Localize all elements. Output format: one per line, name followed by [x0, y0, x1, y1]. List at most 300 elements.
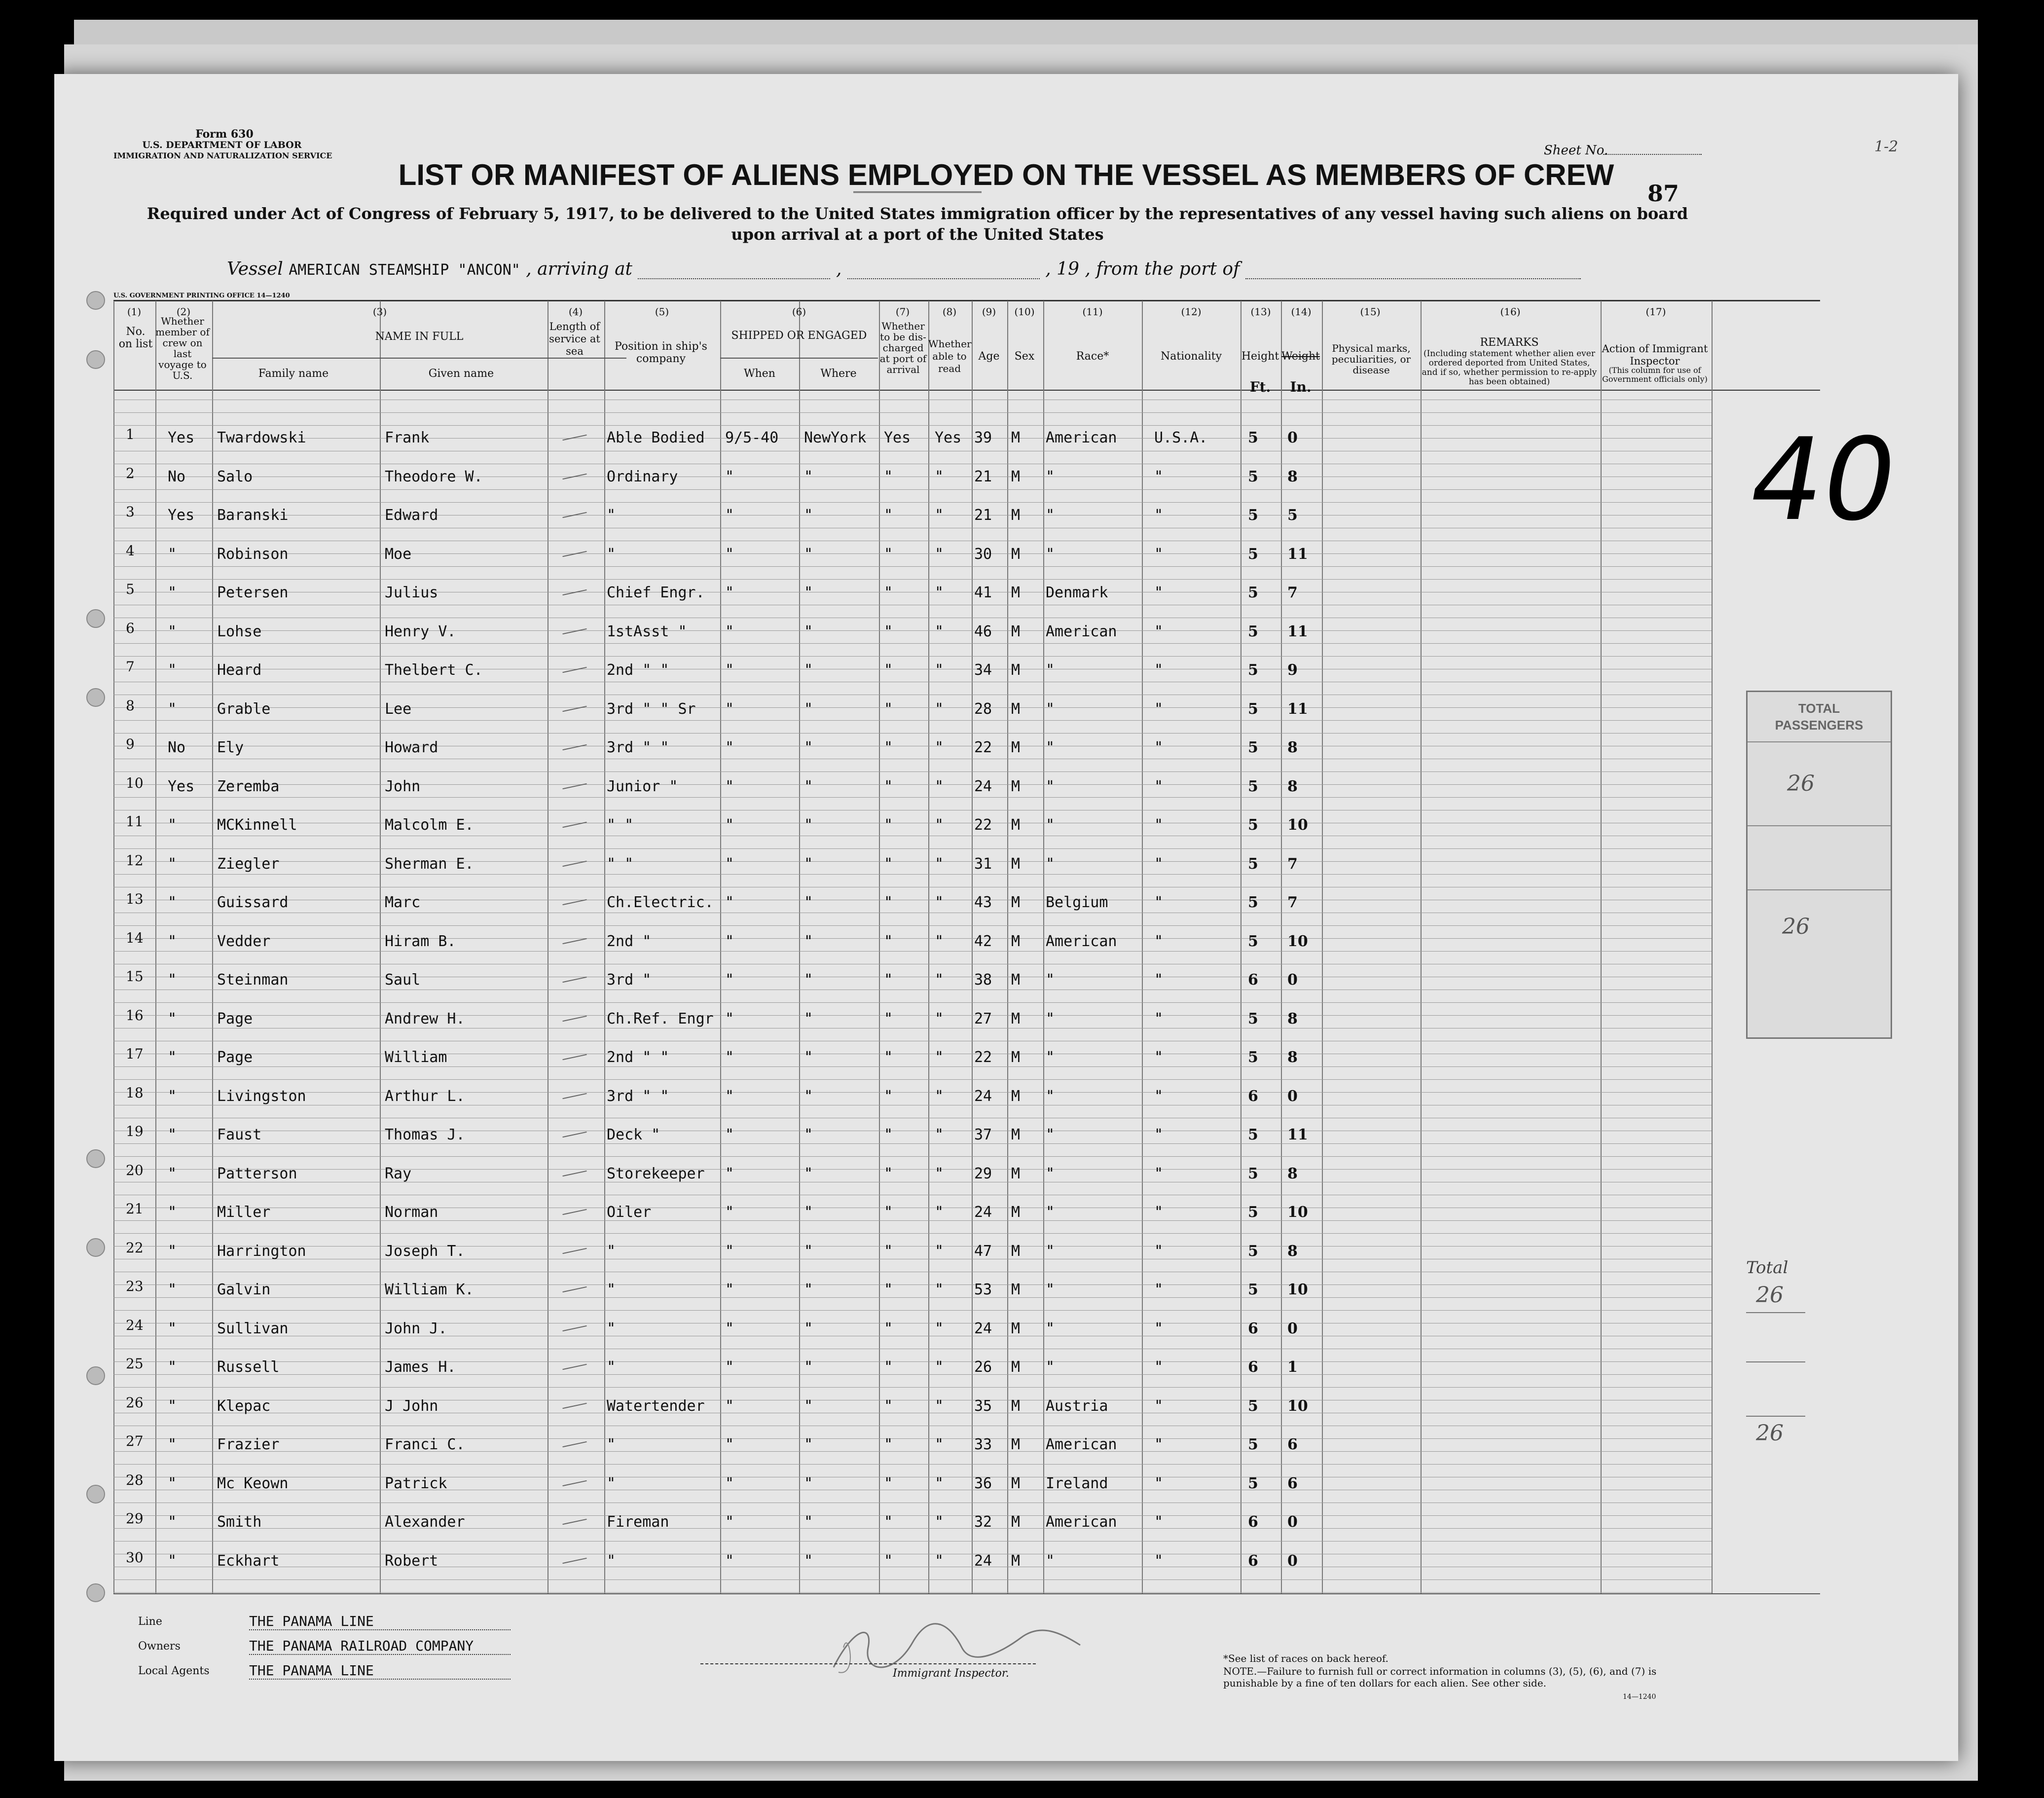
- service-tick: [562, 589, 586, 595]
- total-label: Total: [1746, 1258, 1788, 1278]
- sex-cell: M: [1011, 816, 1021, 834]
- position-cell: Storekeeper: [607, 1165, 705, 1182]
- given-name-cell: Patrick: [385, 1475, 447, 1492]
- member-cell: ": [168, 1358, 177, 1376]
- race-cell: ": [1046, 816, 1055, 834]
- header-inches: In.: [1290, 379, 1312, 395]
- header-shipped-engaged: SHIPPED OR ENGAGED: [731, 330, 867, 342]
- row-number: 26: [126, 1394, 144, 1411]
- row-rule: [113, 1528, 1712, 1529]
- sex-cell: M: [1011, 1049, 1021, 1066]
- where-cell: ": [804, 1436, 813, 1453]
- owners-label: Owners: [138, 1640, 181, 1652]
- able-read-cell: ": [935, 1436, 944, 1453]
- family-name-cell: Lohse: [217, 623, 262, 640]
- vessel-name: AMERICAN STEAMSHIP "ANCON": [289, 261, 520, 279]
- race-cell: ": [1046, 1088, 1055, 1105]
- when-cell: ": [725, 623, 734, 640]
- punch-hole: [86, 688, 105, 707]
- able-read-cell: ": [935, 894, 944, 911]
- header-where: Where: [820, 367, 857, 380]
- row-rule: [113, 1297, 1712, 1298]
- column-rule: [928, 301, 929, 1593]
- age-cell: 22: [974, 739, 992, 756]
- able-read-cell: ": [935, 1475, 944, 1492]
- header-discharged: Whether to be dis-charged at port of arrival: [879, 320, 927, 375]
- header-sex: Sex: [1014, 350, 1035, 363]
- height-feet-cell: 6: [1248, 1088, 1258, 1105]
- given-name-cell: Theodore W.: [385, 468, 483, 485]
- height-inches-cell: 8: [1287, 1049, 1298, 1066]
- row-number: 18: [126, 1085, 144, 1101]
- name-subrule: [212, 358, 626, 359]
- age-cell: 38: [974, 971, 992, 989]
- row-rule: [113, 438, 1712, 439]
- when-cell: ": [725, 1281, 734, 1298]
- table-header-rule: [113, 390, 1820, 391]
- discharged-cell: ": [884, 623, 893, 640]
- position-cell: Fireman: [607, 1513, 669, 1531]
- age-cell: 27: [974, 1010, 992, 1027]
- height-feet-cell: 5: [1248, 1165, 1258, 1182]
- member-cell: ": [168, 1320, 177, 1337]
- family-name-cell: Robinson: [217, 546, 289, 563]
- discharged-cell: ": [884, 700, 893, 718]
- family-name-cell: MCKinnell: [217, 816, 297, 834]
- punch-hole: [86, 1366, 105, 1385]
- able-read-cell: ": [935, 1126, 944, 1143]
- where-cell: ": [804, 584, 813, 601]
- member-cell: ": [168, 1243, 177, 1260]
- age-cell: 53: [974, 1281, 992, 1298]
- when-cell: ": [725, 661, 734, 679]
- where-cell: ": [804, 1126, 813, 1143]
- when-cell: ": [725, 1126, 734, 1143]
- row-rule: [113, 938, 1712, 939]
- given-name-cell: Saul: [385, 971, 421, 989]
- nationality-cell: ": [1154, 1475, 1164, 1492]
- family-name-cell: Ely: [217, 739, 244, 756]
- inspector-line: [700, 1663, 1036, 1664]
- given-name-cell: Marc: [385, 894, 421, 911]
- punch-hole: [86, 1238, 105, 1257]
- age-cell: 21: [974, 468, 992, 485]
- member-cell: Yes: [168, 429, 195, 446]
- able-read-cell: ": [935, 1049, 944, 1066]
- stamp-line-1: TOTAL: [1798, 701, 1840, 716]
- service-tick: [562, 977, 586, 983]
- total-value-2: 26: [1756, 1421, 1784, 1446]
- row-number: 5: [126, 581, 135, 597]
- height-inches-cell: 10: [1287, 1204, 1308, 1221]
- height-inches-cell: 10: [1287, 1397, 1308, 1415]
- position-cell: ": [607, 1358, 616, 1376]
- column-rule: [1322, 301, 1323, 1593]
- height-inches-cell: 6: [1287, 1475, 1298, 1492]
- race-cell: ": [1046, 1049, 1055, 1066]
- height-feet-cell: 5: [1248, 778, 1258, 795]
- height-inches-cell: 11: [1287, 623, 1308, 640]
- row-rule: [113, 1220, 1712, 1221]
- position-cell: Ordinary: [607, 468, 678, 485]
- column-number: (11): [1082, 306, 1103, 318]
- position-cell: Able Bodied: [607, 429, 705, 446]
- height-inches-cell: 0: [1287, 429, 1298, 446]
- row-number: 19: [126, 1123, 144, 1139]
- given-name-cell: Lee: [385, 700, 412, 718]
- where-cell: ": [804, 1513, 813, 1531]
- row-number: 23: [126, 1278, 144, 1294]
- race-cell: American: [1046, 933, 1117, 950]
- when-cell: ": [725, 1397, 734, 1415]
- header-given-name: Given name: [428, 367, 494, 380]
- when-cell: ": [725, 700, 734, 718]
- when-cell: ": [725, 1436, 734, 1453]
- nationality-cell: ": [1154, 1358, 1164, 1376]
- discharged-cell: ": [884, 778, 893, 795]
- height-inches-cell: 8: [1287, 739, 1298, 756]
- able-read-cell: ": [935, 546, 944, 563]
- member-cell: ": [168, 700, 177, 718]
- row-rule: [113, 1169, 1712, 1170]
- family-name-cell: Mc Keown: [217, 1475, 289, 1492]
- height-feet-cell: 6: [1248, 1513, 1258, 1531]
- member-cell: Yes: [168, 507, 195, 524]
- row-rule: [113, 579, 1712, 580]
- age-cell: 24: [974, 778, 992, 795]
- row-number: 30: [126, 1549, 144, 1566]
- when-cell: ": [725, 1010, 734, 1027]
- sex-cell: M: [1011, 1165, 1021, 1182]
- when-cell: ": [725, 894, 734, 911]
- where-cell: ": [804, 1165, 813, 1182]
- row-number: 10: [126, 775, 144, 791]
- height-feet-cell: 5: [1248, 1436, 1258, 1453]
- able-read-cell: ": [935, 1165, 944, 1182]
- header-length-service: Length of service at sea: [549, 321, 600, 357]
- member-cell: ": [168, 1475, 177, 1492]
- row-rule: [113, 1246, 1712, 1247]
- row-rule: [113, 566, 1712, 567]
- member-cell: ": [168, 1126, 177, 1143]
- sex-cell: M: [1011, 1243, 1021, 1260]
- family-name-cell: Twardowski: [217, 429, 306, 446]
- member-cell: ": [168, 1513, 177, 1531]
- printing-office: U.S. GOVERNMENT PRINTING OFFICE 14—1240: [113, 292, 290, 299]
- agents-label: Local Agents: [138, 1665, 210, 1677]
- row-number: 13: [126, 891, 144, 907]
- discharged-cell: ": [884, 1010, 893, 1027]
- service-tick: [562, 1248, 586, 1254]
- height-inches-cell: 0: [1287, 1088, 1298, 1105]
- column-rule: [1712, 301, 1713, 1593]
- header-family-name: Family name: [258, 367, 329, 380]
- column-number: (17): [1645, 306, 1666, 318]
- when-cell: ": [725, 584, 734, 601]
- age-cell: 22: [974, 816, 992, 834]
- row-number: 16: [126, 1007, 144, 1024]
- punch-hole: [86, 1583, 105, 1602]
- family-name-cell: Baranski: [217, 507, 289, 524]
- arriving-field: [638, 264, 830, 279]
- height-inches-cell: 0: [1287, 971, 1298, 989]
- discharged-cell: ": [884, 1126, 893, 1143]
- age-cell: 35: [974, 1397, 992, 1415]
- able-read-cell: ": [935, 855, 944, 873]
- column-rule: [1281, 301, 1282, 1593]
- when-cell: ": [725, 468, 734, 485]
- where-cell: NewYork: [804, 429, 867, 446]
- able-read-cell: ": [935, 933, 944, 950]
- discharged-cell: ": [884, 816, 893, 834]
- column-rule: [1601, 301, 1602, 1593]
- header-race: Race*: [1076, 350, 1109, 363]
- row-rule: [113, 1066, 1712, 1067]
- row-rule: [113, 925, 1712, 926]
- age-cell: 31: [974, 855, 992, 873]
- row-rule: [113, 771, 1712, 772]
- sex-cell: M: [1011, 584, 1021, 601]
- where-cell: ": [804, 1320, 813, 1337]
- row-rule: [113, 1515, 1712, 1516]
- nationality-cell: ": [1154, 1281, 1164, 1298]
- given-name-cell: Alexander: [385, 1513, 465, 1531]
- family-name-cell: Salo: [217, 468, 253, 485]
- sex-cell: M: [1011, 1010, 1021, 1027]
- able-read-cell: ": [935, 1513, 944, 1531]
- race-cell: American: [1046, 1436, 1117, 1453]
- column-rule: [1007, 301, 1008, 1593]
- race-cell: ": [1046, 1358, 1055, 1376]
- header-nationality: Nationality: [1160, 350, 1222, 363]
- nationality-cell: ": [1154, 700, 1164, 718]
- age-cell: 39: [974, 429, 992, 446]
- form-code: 14—1240: [1623, 1693, 1656, 1701]
- position-cell: ": [607, 1436, 616, 1453]
- page-title: LIST OR MANIFEST OF ALIENS EMPLOYED ON THE VESSEL AS MEMBERS OF CREW: [398, 158, 1614, 191]
- row-number: 27: [126, 1433, 144, 1449]
- sex-cell: M: [1011, 1358, 1021, 1376]
- age-cell: 22: [974, 1049, 992, 1066]
- header-able-read: Whether able to read: [928, 338, 972, 374]
- height-feet-cell: 5: [1248, 584, 1258, 601]
- race-cell: ": [1046, 778, 1055, 795]
- height-feet-cell: 5: [1248, 1475, 1258, 1492]
- race-cell: ": [1046, 1552, 1055, 1570]
- sex-cell: M: [1011, 894, 1021, 911]
- height-inches-cell: 11: [1287, 700, 1308, 718]
- discharged-cell: ": [884, 661, 893, 679]
- sex-cell: M: [1011, 1204, 1021, 1221]
- inspector-label: Immigrant Inspector.: [893, 1667, 1009, 1680]
- family-name-cell: Sullivan: [217, 1320, 289, 1337]
- row-number: 15: [126, 968, 144, 985]
- discharged-cell: Yes: [884, 429, 911, 446]
- sex-cell: M: [1011, 1513, 1021, 1531]
- page-number: 87: [1647, 180, 1679, 207]
- where-cell: ": [804, 816, 813, 834]
- row-rule: [113, 1387, 1712, 1388]
- nationality-cell: ": [1154, 1397, 1164, 1415]
- header-member: Whether member of crew on last voyage to U.S.: [155, 315, 210, 381]
- column-number: (6): [792, 306, 806, 318]
- header-action: Action of Immigrant Inspector: [1602, 343, 1708, 367]
- able-read-cell: ": [935, 661, 944, 679]
- row-rule: [113, 1361, 1712, 1362]
- nationality-cell: ": [1154, 1436, 1164, 1453]
- total-passengers-stamp: [1746, 691, 1892, 1039]
- discharged-cell: ": [884, 1049, 893, 1066]
- race-cell: Ireland: [1046, 1475, 1108, 1492]
- height-inches-cell: 10: [1287, 816, 1308, 834]
- punch-hole: [86, 609, 105, 628]
- given-name-cell: J John: [385, 1397, 438, 1415]
- height-feet-cell: 5: [1248, 1126, 1258, 1143]
- height-feet-cell: 6: [1248, 971, 1258, 989]
- sheet-number-line: [1603, 154, 1702, 155]
- when-cell: ": [725, 507, 734, 524]
- where-cell: ": [804, 855, 813, 873]
- nationality-cell: ": [1154, 623, 1164, 640]
- nationality-cell: ": [1154, 1513, 1164, 1531]
- age-cell: 26: [974, 1358, 992, 1376]
- age-cell: 24: [974, 1204, 992, 1221]
- age-cell: 42: [974, 933, 992, 950]
- given-name-cell: Thomas J.: [385, 1126, 465, 1143]
- column-number: (16): [1500, 306, 1521, 318]
- where-cell: ": [804, 971, 813, 989]
- member-cell: ": [168, 661, 177, 679]
- given-name-cell: Andrew H.: [385, 1010, 465, 1027]
- member-cell: ": [168, 623, 177, 640]
- member-cell: ": [168, 1204, 177, 1221]
- able-read-cell: ": [935, 623, 944, 640]
- height-inches-cell: 9: [1287, 661, 1298, 679]
- position-cell: ": [607, 1243, 616, 1260]
- service-tick: [562, 435, 586, 440]
- row-rule: [113, 1233, 1712, 1234]
- able-read-cell: ": [935, 1204, 944, 1221]
- discharged-cell: ": [884, 468, 893, 485]
- discharged-cell: ": [884, 739, 893, 756]
- discharged-cell: ": [884, 894, 893, 911]
- where-cell: ": [804, 933, 813, 950]
- where-cell: ": [804, 1281, 813, 1298]
- height-feet-cell: 5: [1248, 429, 1258, 446]
- height-inches-cell: 0: [1287, 1513, 1298, 1531]
- row-rule: [113, 1438, 1712, 1439]
- row-rule: [113, 1579, 1712, 1580]
- family-name-cell: Steinman: [217, 971, 289, 989]
- discharged-cell: ": [884, 1320, 893, 1337]
- race-cell: Belgium: [1046, 894, 1108, 911]
- member-cell: No: [168, 739, 186, 756]
- header-physical: Physical marks, peculiarities, or disease: [1331, 342, 1411, 376]
- age-cell: 43: [974, 894, 992, 911]
- height-inches-cell: 6: [1287, 1436, 1298, 1453]
- service-tick: [562, 1325, 586, 1331]
- sex-cell: M: [1011, 1126, 1021, 1143]
- where-cell: ": [804, 1475, 813, 1492]
- age-cell: 46: [974, 623, 992, 640]
- nationality-cell: ": [1154, 1049, 1164, 1066]
- column-number: (10): [1014, 306, 1035, 318]
- discharged-cell: ": [884, 1358, 893, 1376]
- vessel-label: Vessel: [227, 259, 283, 279]
- height-feet-cell: 6: [1248, 1358, 1258, 1376]
- row-rule: [113, 720, 1712, 721]
- where-cell: ": [804, 1010, 813, 1027]
- row-rule: [113, 1015, 1712, 1016]
- row-number: 21: [126, 1201, 144, 1217]
- nationality-cell: U.S.A.: [1154, 429, 1208, 446]
- family-name-cell: Frazier: [217, 1436, 280, 1453]
- row-number: 28: [126, 1472, 144, 1488]
- able-read-cell: ": [935, 1320, 944, 1337]
- sex-cell: M: [1011, 1088, 1021, 1105]
- discharged-cell: ": [884, 1243, 893, 1260]
- note-star: *See list of races on back hereof.: [1223, 1652, 1389, 1664]
- where-cell: ": [804, 778, 813, 795]
- height-inches-cell: 8: [1287, 468, 1298, 485]
- given-name-cell: Julius: [385, 584, 438, 601]
- service-tick: [562, 1016, 586, 1022]
- height-feet-cell: 5: [1248, 623, 1258, 640]
- row-number: 2: [126, 465, 135, 481]
- family-name-cell: Smith: [217, 1513, 262, 1531]
- nationality-cell: ": [1154, 739, 1164, 756]
- height-inches-cell: 10: [1287, 1281, 1308, 1298]
- where-cell: ": [804, 739, 813, 756]
- column-number: (12): [1181, 306, 1202, 318]
- service-tick: [562, 1558, 586, 1564]
- nationality-cell: ": [1154, 971, 1164, 989]
- row-rule: [113, 1002, 1712, 1003]
- nationality-cell: ": [1154, 1010, 1164, 1027]
- row-rule: [113, 643, 1712, 644]
- discharged-cell: ": [884, 584, 893, 601]
- when-cell: ": [725, 855, 734, 873]
- family-name-cell: Harrington: [217, 1243, 306, 1260]
- column-rule: [720, 301, 721, 1593]
- from-label: , from the port of: [1085, 259, 1240, 279]
- sex-cell: M: [1011, 1320, 1021, 1337]
- race-cell: ": [1046, 1281, 1055, 1298]
- column-rule: [113, 301, 114, 1593]
- nationality-cell: ": [1154, 584, 1164, 601]
- position-cell: 2nd " ": [607, 661, 669, 679]
- vessel-line: Vessel AMERICAN STEAMSHIP "ANCON" , arriving at , , 19 , from the port of: [227, 259, 1581, 279]
- age-cell: 41: [974, 584, 992, 601]
- race-cell: American: [1046, 429, 1117, 446]
- member-cell: ": [168, 933, 177, 950]
- row-rule: [113, 1464, 1712, 1465]
- race-cell: ": [1046, 1165, 1055, 1182]
- where-cell: ": [804, 700, 813, 718]
- height-feet-cell: 5: [1248, 1397, 1258, 1415]
- position-cell: 3rd " ": [607, 1088, 669, 1105]
- nationality-cell: ": [1154, 1165, 1164, 1182]
- sex-cell: M: [1011, 739, 1021, 756]
- row-number: 8: [126, 697, 135, 714]
- sex-cell: M: [1011, 661, 1021, 679]
- header-weight: Weight: [1281, 350, 1320, 363]
- row-number: 7: [126, 659, 135, 675]
- column-number: (1): [127, 306, 142, 318]
- sex-cell: M: [1011, 468, 1021, 485]
- row-number: 12: [126, 852, 144, 869]
- family-name-cell: Grable: [217, 700, 271, 718]
